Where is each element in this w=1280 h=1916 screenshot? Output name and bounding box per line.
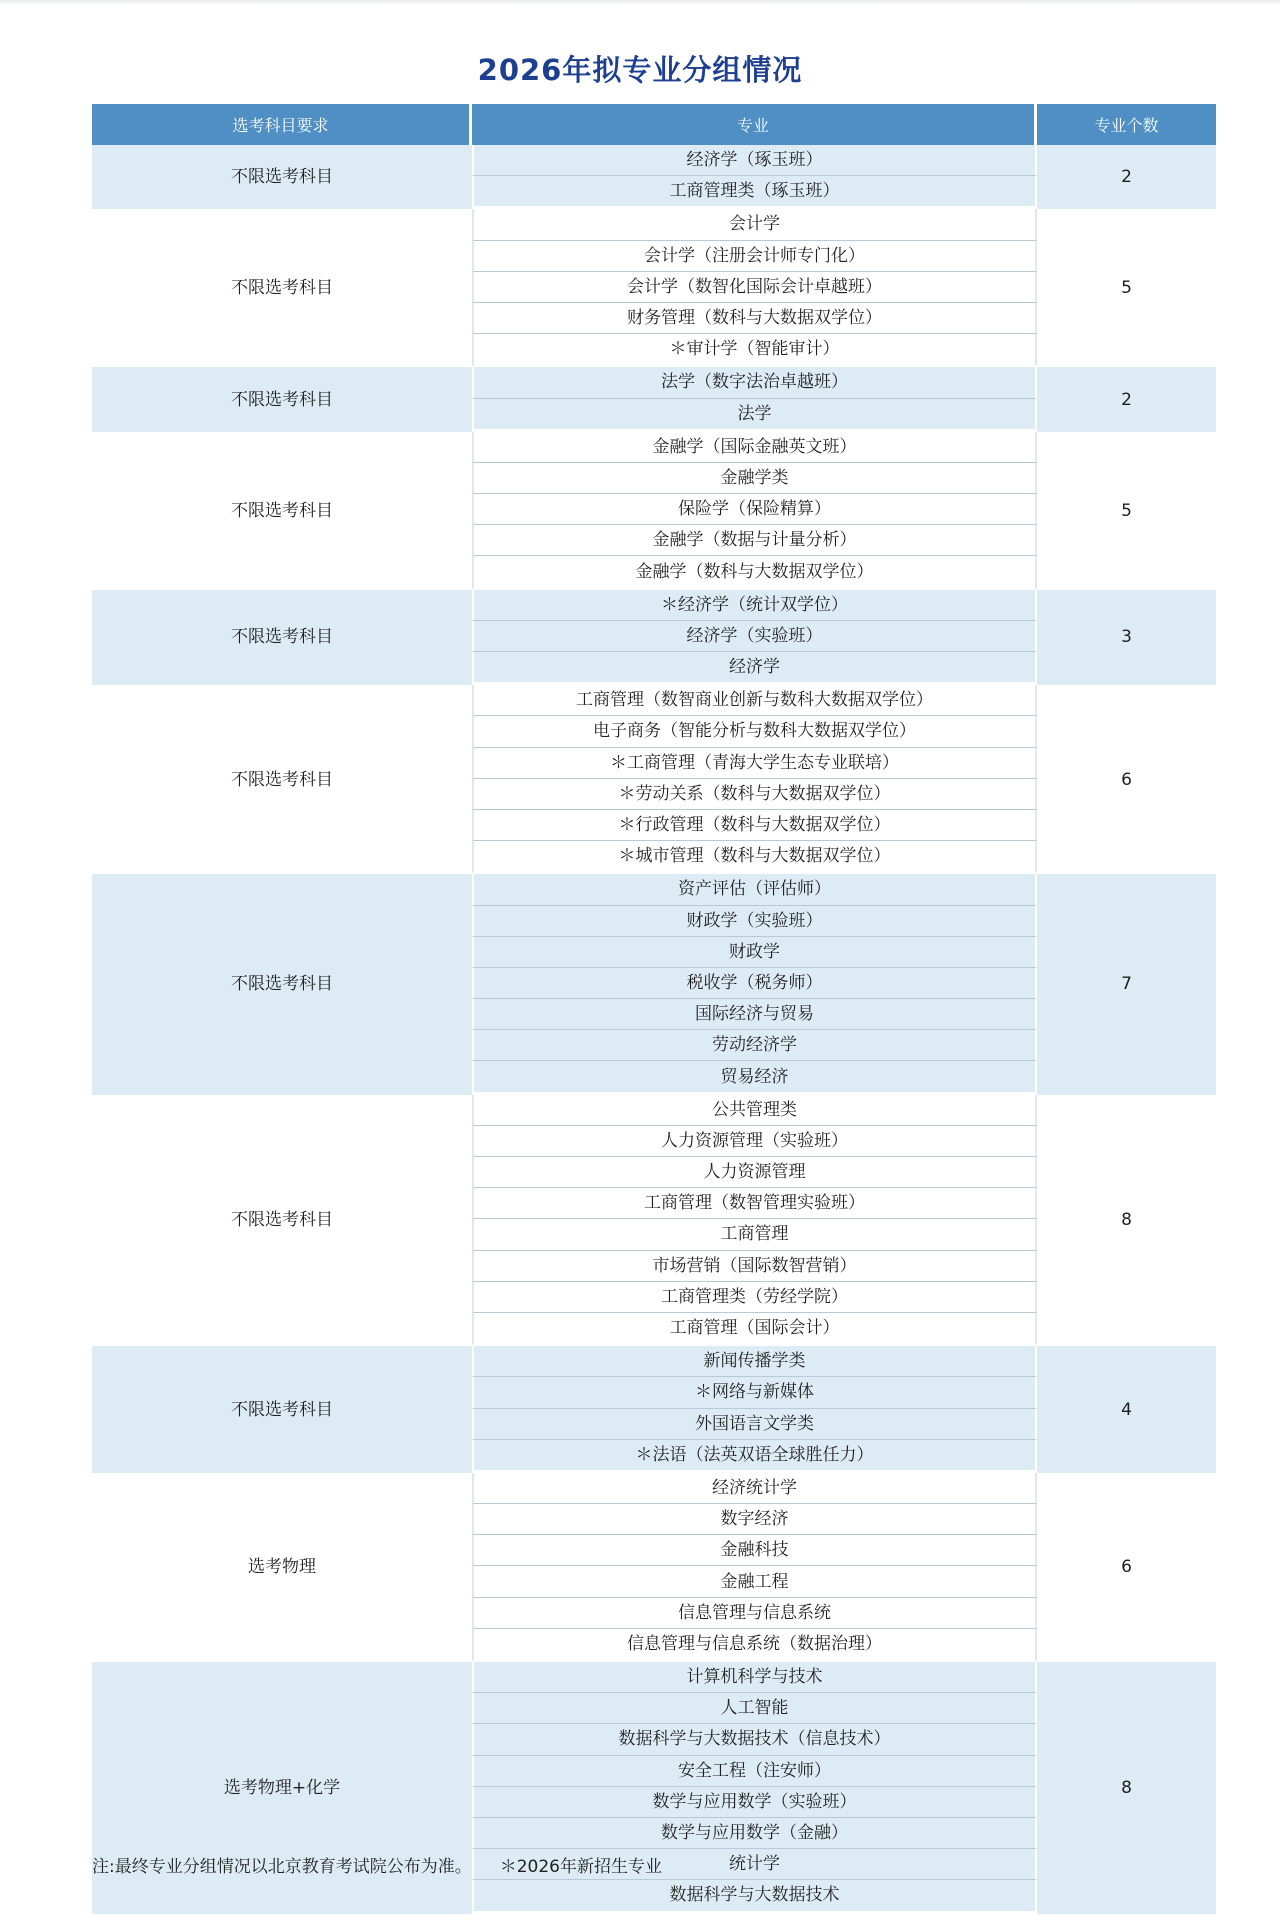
count-cell: 2	[1037, 367, 1216, 431]
major-cell: 税收学（税务师）	[472, 968, 1037, 999]
major-grouping-table	[92, 104, 1216, 1914]
table-row	[92, 874, 1216, 905]
major-cell: 会计学（数智化国际会计卓越班）	[472, 272, 1037, 303]
count-cell: 5	[1037, 432, 1216, 590]
major-cell: 金融学类	[472, 463, 1037, 494]
header-major: 专业	[472, 104, 1037, 145]
major-cell: 经济学（实验班）	[472, 621, 1037, 652]
requirement-cell: 不限选考科目	[92, 590, 472, 686]
major-cell: 数字经济	[472, 1504, 1037, 1535]
requirement-cell: 不限选考科目	[92, 145, 472, 209]
table-row	[92, 1095, 1216, 1126]
count-cell: 8	[1037, 1662, 1216, 1914]
count-cell: 6	[1037, 1473, 1216, 1662]
major-cell: 工商管理（国际会计）	[472, 1313, 1037, 1346]
major-cell: 工商管理（数智商业创新与数科大数据双学位）	[472, 685, 1037, 716]
major-cell: 人力资源管理（实验班）	[472, 1126, 1037, 1157]
table-row	[92, 209, 1216, 240]
major-cell: 信息管理与信息系统	[472, 1598, 1037, 1629]
footnote-star-note: ＊2026年新招生专业	[499, 1857, 662, 1877]
requirement-cell: 不限选考科目	[92, 432, 472, 590]
major-cell: 经济学（琢玉班）	[472, 145, 1037, 176]
table-row	[92, 1662, 1216, 1693]
requirement-cell: 不限选考科目	[92, 209, 472, 367]
table-row	[92, 1473, 1216, 1504]
major-cell: 国际经济与贸易	[472, 999, 1037, 1030]
requirement-cell: 选考物理+化学	[92, 1662, 472, 1914]
major-cell: 外国语言文学类	[472, 1409, 1037, 1440]
major-cell: 保险学（保险精算）	[472, 494, 1037, 525]
major-cell: ＊网络与新媒体	[472, 1377, 1037, 1408]
major-cell: ＊劳动关系（数科与大数据双学位）	[472, 779, 1037, 810]
major-cell: 工商管理（数智管理实验班）	[472, 1188, 1037, 1219]
major-cell: ＊审计学（智能审计）	[472, 334, 1037, 367]
header-count: 专业个数	[1037, 104, 1216, 145]
count-cell: 4	[1037, 1346, 1216, 1473]
major-cell: 信息管理与信息系统（数据治理）	[472, 1629, 1037, 1662]
major-cell: 公共管理类	[472, 1095, 1037, 1126]
table-row	[92, 685, 1216, 716]
table-row	[92, 367, 1216, 398]
major-cell: 数据科学与大数据技术	[472, 1880, 1037, 1913]
major-cell: 新闻传播学类	[472, 1346, 1037, 1377]
major-cell: 人工智能	[472, 1693, 1037, 1724]
major-cell: 法学	[472, 399, 1037, 432]
count-cell: 5	[1037, 209, 1216, 367]
major-cell: 会计学（注册会计师专门化）	[472, 241, 1037, 272]
major-cell: 金融工程	[472, 1566, 1037, 1597]
table-row	[92, 145, 1216, 176]
major-cell: 计算机科学与技术	[472, 1662, 1037, 1693]
major-cell: 劳动经济学	[472, 1030, 1037, 1061]
major-cell: ＊行政管理（数科与大数据双学位）	[472, 810, 1037, 841]
major-cell: 经济统计学	[472, 1473, 1037, 1504]
major-cell: 金融学（国际金融英文班）	[472, 432, 1037, 463]
requirement-cell: 不限选考科目	[92, 367, 472, 431]
major-cell: 贸易经济	[472, 1061, 1037, 1094]
major-cell: ＊经济学（统计双学位）	[472, 590, 1037, 621]
table-row	[92, 432, 1216, 463]
header-requirement: 选考科目要求	[92, 104, 472, 145]
major-cell: 工商管理类（琢玉班）	[472, 176, 1037, 209]
count-cell: 3	[1037, 590, 1216, 686]
major-cell: 安全工程（注安师）	[472, 1756, 1037, 1787]
major-cell: 人力资源管理	[472, 1157, 1037, 1188]
major-cell: 电子商务（智能分析与数科大数据双学位）	[472, 716, 1037, 747]
major-cell: 数学与应用数学（实验班）	[472, 1787, 1037, 1818]
footnote	[92, 1852, 662, 1877]
requirement-cell: 不限选考科目	[92, 1095, 472, 1347]
major-cell: 经济学	[472, 652, 1037, 685]
major-cell: ＊法语（法英双语全球胜任力）	[472, 1440, 1037, 1473]
major-cell: 资产评估（评估师）	[472, 874, 1037, 905]
major-cell: 工商管理	[472, 1219, 1037, 1250]
major-cell: 会计学	[472, 209, 1037, 240]
major-cell: 金融学（数科与大数据双学位）	[472, 556, 1037, 589]
major-cell: 金融科技	[472, 1535, 1037, 1566]
major-cell: 财政学（实验班）	[472, 906, 1037, 937]
major-cell: 金融学（数据与计量分析）	[472, 525, 1037, 556]
count-cell: 7	[1037, 874, 1216, 1094]
table-row	[92, 1346, 1216, 1377]
major-cell: ＊城市管理（数科与大数据双学位）	[472, 841, 1037, 874]
page-title: 2026年拟专业分组情况	[477, 53, 803, 87]
table-row	[92, 590, 1216, 621]
count-cell: 8	[1037, 1095, 1216, 1347]
major-cell: 数据科学与大数据技术（信息技术）	[472, 1724, 1037, 1755]
major-cell: 工商管理类（劳经学院）	[472, 1282, 1037, 1313]
major-cell: 财政学	[472, 937, 1037, 968]
major-cell: 数学与应用数学（金融）	[472, 1818, 1037, 1849]
requirement-cell: 不限选考科目	[92, 1346, 472, 1473]
table-header-row	[92, 104, 1216, 145]
count-cell: 6	[1037, 685, 1216, 874]
major-cell: 财务管理（数科与大数据双学位）	[472, 303, 1037, 334]
scan-edge	[0, 0, 1280, 5]
requirement-cell: 选考物理	[92, 1473, 472, 1662]
count-cell: 2	[1037, 145, 1216, 209]
major-cell: 市场营销（国际数智营销）	[472, 1251, 1037, 1282]
requirement-cell: 不限选考科目	[92, 685, 472, 874]
major-cell: 统计学	[472, 1849, 1037, 1880]
requirement-cell: 不限选考科目	[92, 874, 472, 1094]
major-cell: ＊工商管理（青海大学生态专业联培）	[472, 748, 1037, 779]
footnote-main: 注:最终专业分组情况以北京教育考试院公布为准。	[92, 1857, 472, 1877]
table-body	[92, 145, 1216, 1914]
major-cell: 法学（数字法治卓越班）	[472, 367, 1037, 398]
